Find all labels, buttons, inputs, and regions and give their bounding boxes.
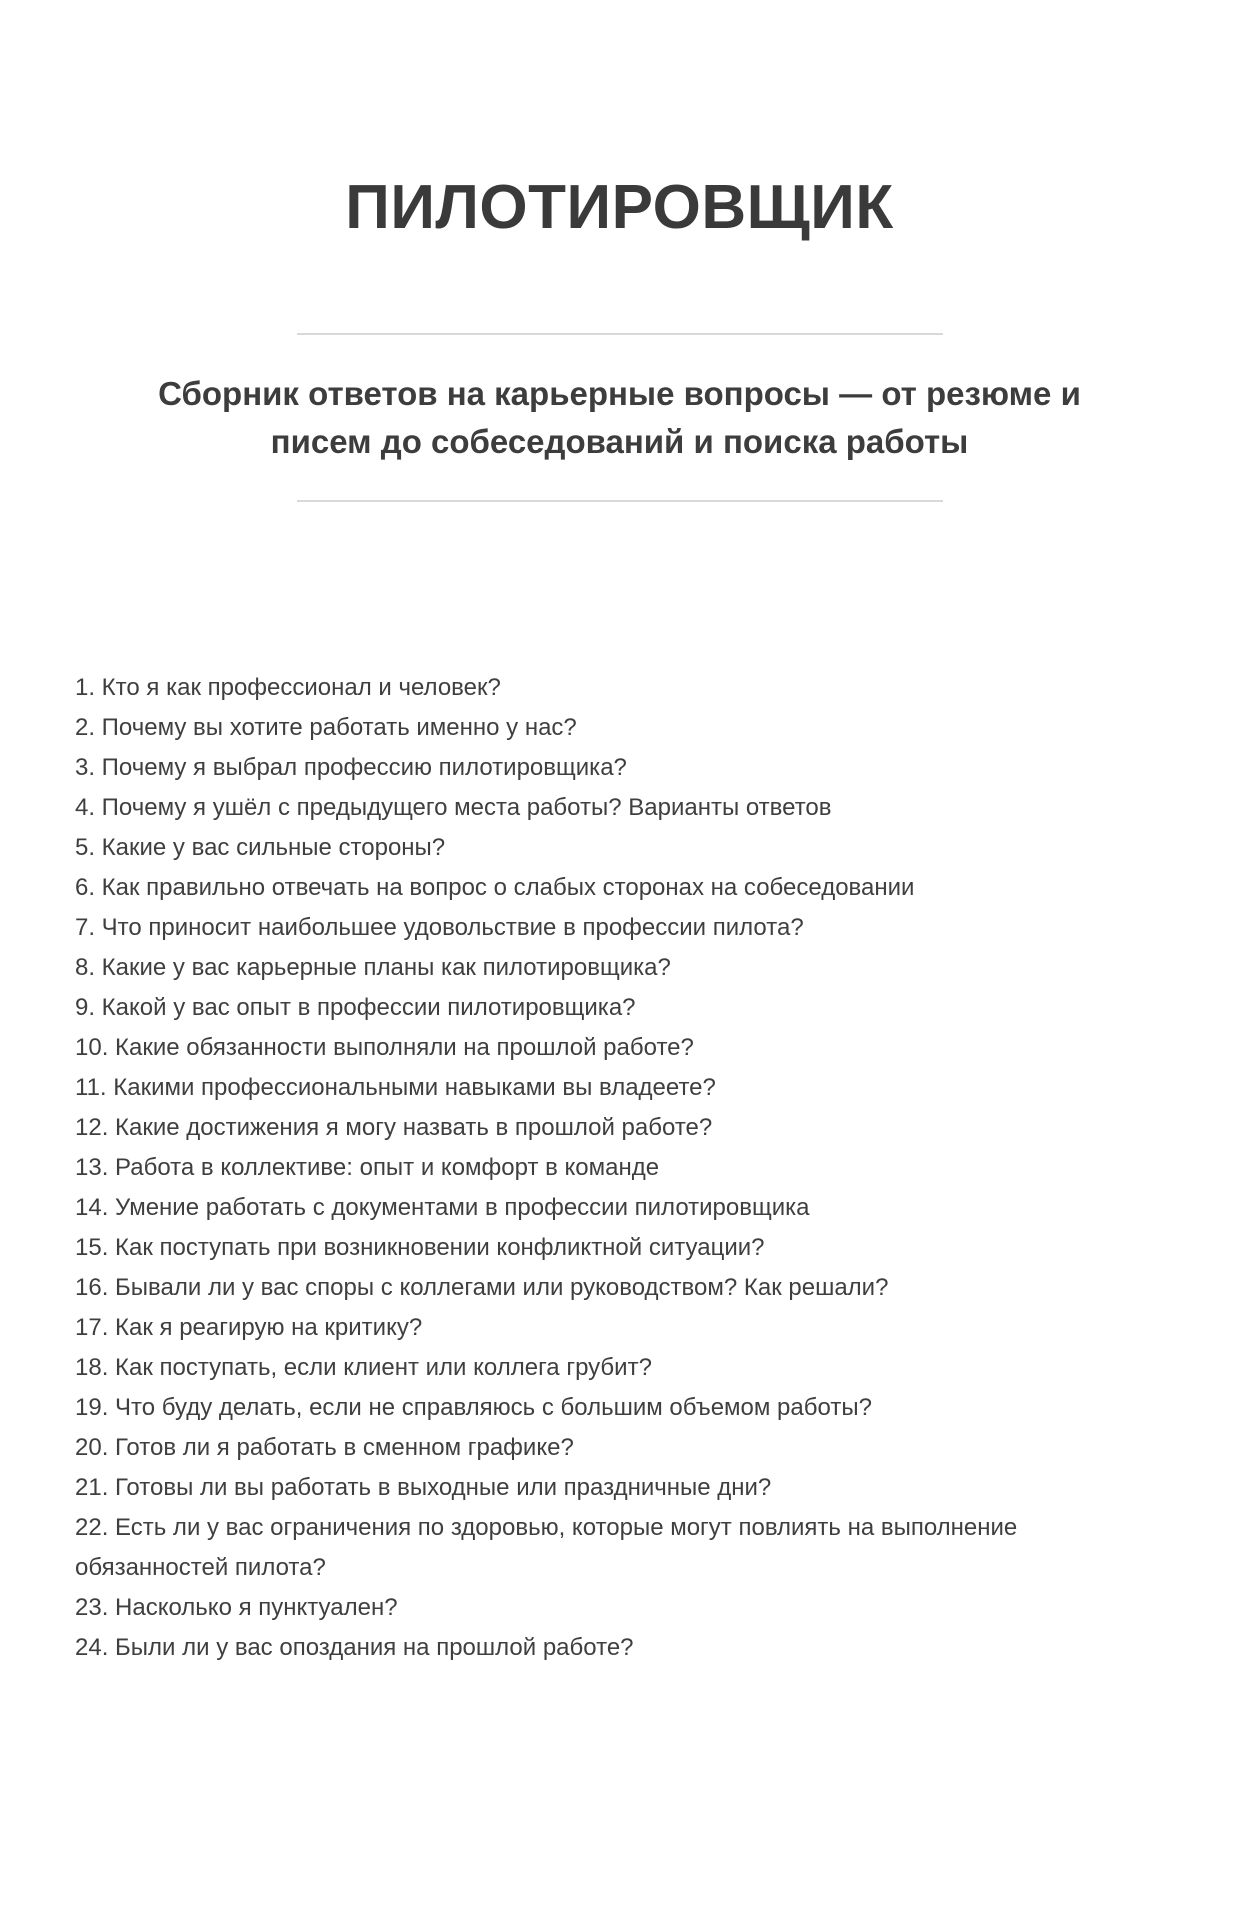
toc-item: 9. Какой у вас опыт в профессии пилотировщика? [75, 994, 636, 1021]
toc-list [75, 668, 1164, 1668]
toc-item: 3. Почему я выбрал профессию пилотировщика? [75, 754, 627, 781]
toc-item: 24. Были ли у вас опоздания на прошлой работе? [75, 1634, 634, 1661]
toc-item: 4. Почему я ушёл с предыдущего места работы? Варианты ответов [75, 794, 832, 821]
toc-item: 16. Бывали ли у вас споры с коллегами или руководством? Как решали? [75, 1274, 889, 1301]
toc-item: 10. Какие обязанности выполняли на прошлой работе? [75, 1034, 694, 1061]
toc-item: 12. Какие достижения я могу назвать в прошлой работе? [75, 1114, 713, 1141]
toc-item: 17. Как я реагирую на критику? [75, 1314, 423, 1341]
toc-item: 1. Кто я как профессионал и человек? [75, 674, 501, 701]
toc-item: 8. Какие у вас карьерные планы как пилотировщика? [75, 954, 671, 981]
toc-item: 7. Что приносит наибольшее удовольствие в профессии пилота? [75, 914, 804, 941]
toc-item: 5. Какие у вас сильные стороны? [75, 834, 446, 861]
toc-item: 2. Почему вы хотите работать именно у нас? [75, 714, 577, 741]
document-page [0, 170, 1239, 1923]
document-title: ПИЛОТИРОВЩИК [345, 173, 894, 242]
toc-item: 11. Какими профессиональными навыками вы владеете? [75, 1074, 716, 1101]
toc-item: 18. Как поступать, если клиент или коллега грубит? [75, 1354, 652, 1381]
toc-item: 13. Работа в коллективе: опыт и комфорт в команде [75, 1154, 660, 1181]
divider-bottom [297, 500, 943, 502]
toc-item: 21. Готовы ли вы работать в выходные или праздничные дни? [75, 1474, 772, 1501]
toc-item: 15. Как поступать при возникновении конфликтной ситуации? [75, 1234, 765, 1261]
toc-item: 14. Умение работать с документами в профессии пилотировщика [75, 1194, 810, 1221]
toc-item: 22. Есть ли у вас ограничения по здоровью, которые могут повлиять на выполнение обязанностей пилота? [75, 1514, 1018, 1581]
toc-item: 23. Насколько я пунктуален? [75, 1594, 398, 1621]
toc-item: 20. Готов ли я работать в сменном графике? [75, 1434, 574, 1461]
divider-top [297, 333, 943, 335]
document-subtitle: Сборник ответов на карьерные вопросы — от резюме и писем до собеседований и поиска работы [158, 375, 1081, 460]
toc-item: 6. Как правильно отвечать на вопрос о слабых сторонах на собеседовании [75, 874, 915, 901]
toc-item: 19. Что буду делать, если не справляюсь с большим объемом работы? [75, 1394, 872, 1421]
